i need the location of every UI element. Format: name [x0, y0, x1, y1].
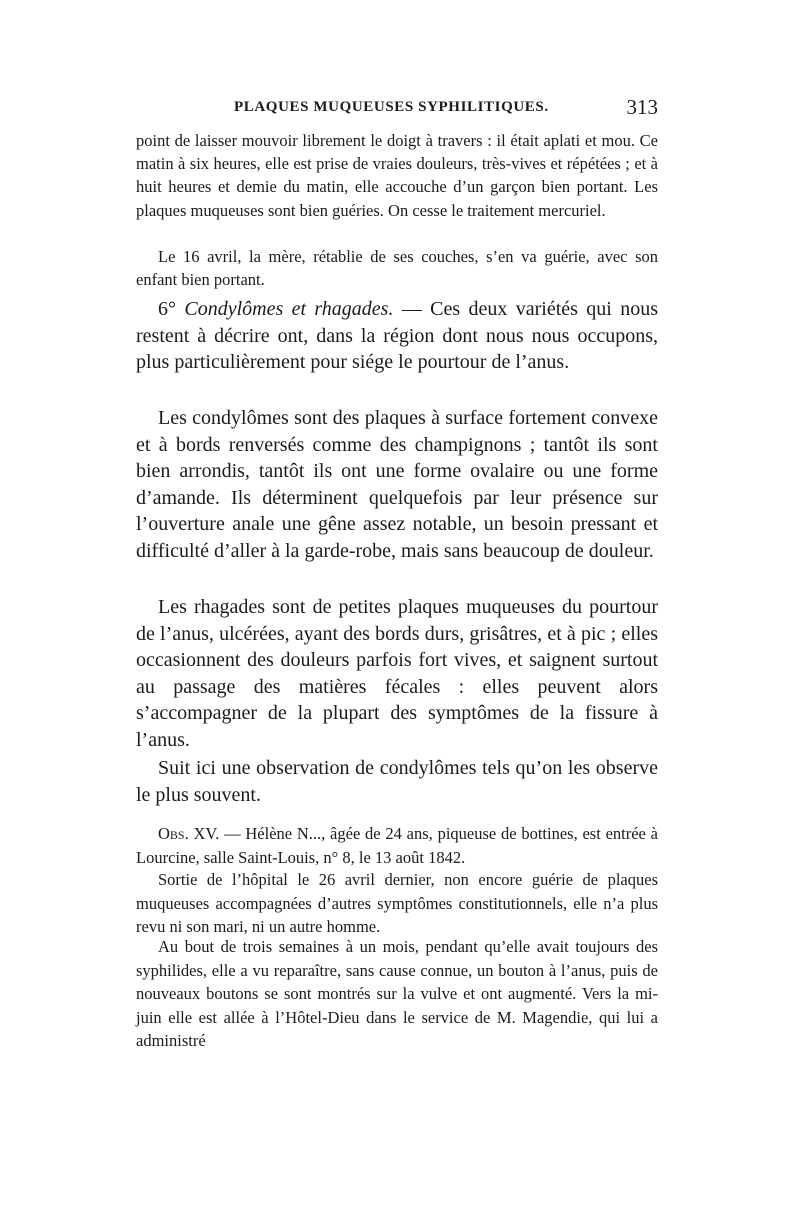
running-title: PLAQUES MUQUEUSES SYPHILITIQUES. — [234, 99, 549, 115]
paragraph-condylomes: Les condylômes sont des plaques à surface fortement convexe et à bords renversés comme des champignons ; tantôt ils sont bien arrondis, tantôt ils ont une forme ovalaire ou une forme d’amande. Ils déterminent quelquefois par leur présence sur l’ouverture anale une gêne assez notable, un besoin pressant et difficulté d’aller à la garde-robe, mais sans beaucoup de douleur. — [136, 407, 658, 562]
section-intro-text: — Ces deux variétés qui nous restent à décrire ont, dans la région dont nous nous occupons, plus particulièrement pour siége le pourtour de l’anus. — [136, 298, 658, 374]
observation-label: Obs. XV. — [158, 824, 220, 843]
running-header — [136, 95, 658, 121]
paragraph-symptoms-return: Au bout de trois semaines à un mois, pendant qu’elle avait toujours des syphilides, elle a vu reparaître, sans cause connue, un bouton à l’anus, puis de nouveaux boutons se sont montrés sur la vulve et ont augmenté. Vers la mi-juin elle est allée à l’Hôtel-Dieu dans le service de M. Magendie, qui lui a administré — [136, 937, 658, 1050]
paragraph-continuation: point de laisser mouvoir librement le doigt à travers : il était aplati et mou. Ce matin à six heures, elle est prise de vraies douleurs, très-vives et répétées ; et à huit heures et demie du matin, elle accouche d’un garçon bien portant. Les plaques muqueuses sont bien guéries. On cesse le traitement mercuriel. — [136, 131, 658, 220]
paragraph-rhagades: Les rhagades sont de petites plaques muqueuses du pourtour de l’anus, ulcérées, ayant des bords durs, grisâtres, et à pic ; elles occasionnent des douleurs parfois fort vives, et saignent surtout au passage des matières fécales : elles peuvent alors s’accompagner de la plupart des symptômes de la fissure à l’anus. — [136, 596, 658, 751]
paragraph-observation-header — [136, 822, 658, 869]
paragraph-section-heading — [136, 296, 658, 376]
section-title: Condylômes et rhagades. — [184, 298, 394, 320]
paragraph-hospital-exit: Sortie de l’hôpital le 26 avril dernier, non encore guérie de plaques muqueuses accompagnées d’autres symptômes constitutionnels, elle n’a plus revu ni son mari, ni un autre homme. — [136, 870, 658, 936]
observation-text: — Hélène N..., âgée de 24 ans, piqueuse de bottines, est entrée à Lourcine, salle Saint-Louis, n° 8, le 13 août 1842. — [136, 824, 658, 867]
page-number: 313 — [626, 95, 658, 119]
paragraph-release: Le 16 avril, la mère, rétablie de ses couches, s’en va guérie, avec son enfant bien portant. — [136, 247, 658, 290]
section-number: 6° — [158, 298, 176, 320]
paragraph-observation-intro: Suit ici une observation de condylômes tels qu’on les observe le plus souvent. — [136, 757, 658, 806]
